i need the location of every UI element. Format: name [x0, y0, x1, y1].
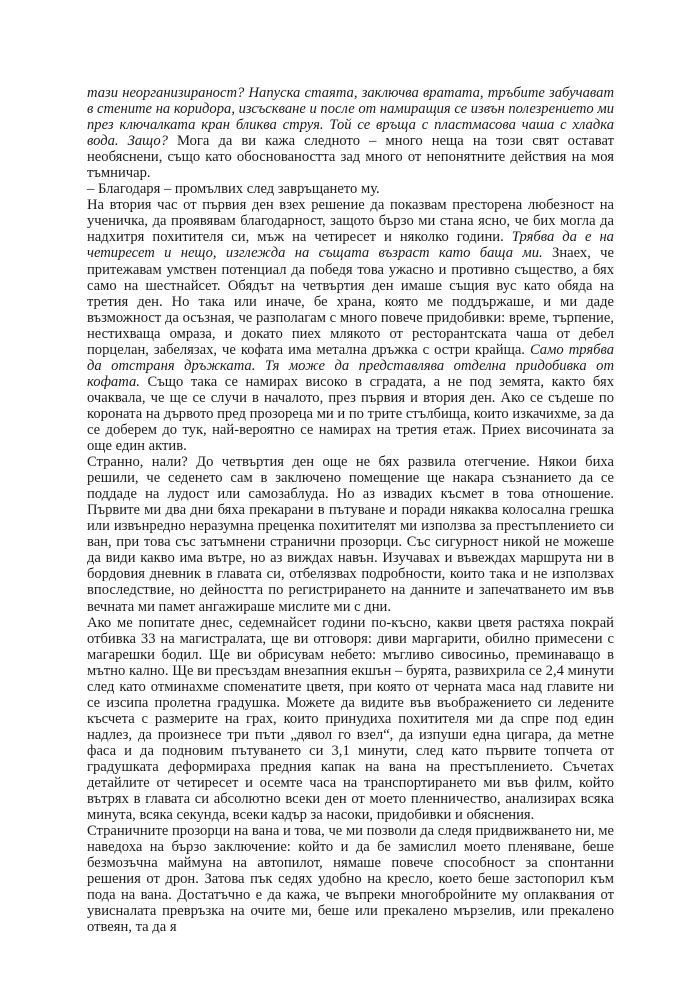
- paragraph: [87, 615, 614, 824]
- text-segment: Също така се намирах високо в сградата, а не под земята, както бях очаквала, че ще се случи в началото, през първия и втория ден. Ако се съдеше по короната на дървото пред прозореца ми и по трите стълбища, които изкачихме, за да се доберем до тук, най-вероятно се намирах на третия етаж. Приех височината за още един актив.: [87, 373, 614, 455]
- text-segment: Мога да ви кажа следното – много неща на този свят остават необяснени, също като обосноваността зад много от непонятните действия на моя тъмничар.: [87, 133, 614, 182]
- text-segment: Ако ме попитате днес, седемнайсет години по-късно, какви цветя растяха покрай отбивка 33 на магистралата, ще ви отговоря: диви маргарити, обилно примесени с магарешки бодил. Ще ви обрисувам небето: мъгливо сивосиньо, преминаващо в мътно кално. Ще ви пресъздам внезапния екшън – бурята, развихрила се 2,4 минути след като отминахме споменатите цветя, при която от черната маса над главите ни се изсипа пролетна градушка. Можете да видите във въображението си ледените късчета с размерите на грах, които принудиха похитителя ми да спре под един надлез, да произнесе три пъти „дявол го взел“, да изпуши една цигара, да метне фаса и да подновим пътуването си 3,1 минути, след като първите топчета от градушката деформираха предния капак на вана на престъплението. Съчетах детайлите от четиресет и осемте часа на транспортирането ми във филм, който вътрях в главата си абсолютно всеки ден от моето пленничество, анализирах всяка минута, всяка секунда, всеки кадър за насоки, придобивки и обяснения.: [87, 614, 614, 824]
- paragraph: [87, 85, 614, 181]
- text-segment: Страничните прозорци на вана и това, че ми позволи да следя придвижването ни, ме наведоха на бързо заключение: който и да бе замислил моето пленяване, беше безмозъчна маймуна на автопилот, нямаше повече способност за спонтанни решения от дрон. Затова пък седях удобно на кресло, което беше застопорил към пода на вана. Достатъчно е да кажа, че въпреки многобройните му оплаквания от увисналата превръзка на очите ми, беше или прекалено мързелив, или прекалено отвеян, та да я: [87, 823, 614, 936]
- italic-text-segment: Трябва да е на четиресет и нещо, изглежда на същата възраст като баща ми.: [87, 229, 614, 262]
- paragraph: [87, 823, 614, 935]
- document-page: [87, 85, 614, 935]
- paragraph: [87, 197, 614, 454]
- text-segment: Странно, нали? До четвъртия ден още не бях развила отегчение. Някои биха решили, че седенето сам в заключено помещение ще накара съзнанието да се поддаде на лудост или самозаблуда. Но аз извадих късмет в това отношение. Първите ми два дни бяха прекарани в пътуване и поради някаква колосална грешка или извънредно неразумна преценка похитителят ми използва за престъплението си ван, при това със затъмнени странични прозорци. Със сигурност никой не можеше да види какво има вътре, но аз виждах навън. Изучавах и въвеждах маршрута ни в бордовия дневник в главата си, отбелязвах подробности, които така и не използвах впоследствие, но дейността по регистрирането на данните и запечатването им във вечната ми памет ангажираше мислите ми с дни.: [87, 454, 614, 615]
- italic-text-segment: Само трябва да отстраня дръжката. Тя може да представлява отделна придобивка от кофата.: [87, 341, 614, 390]
- italic-text-segment: тази неорганизираност? Напуска стаята, заключва вратата, тръбите забучават в стените на коридора, изсъскване и после от намиращия се извън полезрението ми през ключалката кран бликва струя. Той се връща с пластмасова чаша с хладка вода. Защо?: [87, 85, 614, 150]
- text-segment: Знаех, че притежавам умствен потенциал да победя това ужасно и противно същество, а бях само на шестнайсет. Обядът на четвъртия ден имаше същия вус като обяда на третия ден. Но така или иначе, бе храна, която ме поддържаше, и ми даде възможност да осъзная, че разполагам с много повече придобивки: време, търпение, нестихваща омраза, и докато пиех млякото от ресторантската чаша от дебел порцелан, забелязах, че кофата има метална дръжка с остри крайща.: [87, 245, 614, 358]
- text-segment: – Благодаря – промълвих след завръщането му.: [87, 181, 380, 198]
- text-segment: На втория час от първия ден взех решение да показвам престорена любезност на ученичка, да проявявам благодарност, защото бързо ми стана ясно, че бих могла да надхитря похитителя си, мъж на четиресет и няколко години.: [87, 197, 614, 246]
- paragraph: [87, 181, 614, 197]
- paragraph: [87, 454, 614, 614]
